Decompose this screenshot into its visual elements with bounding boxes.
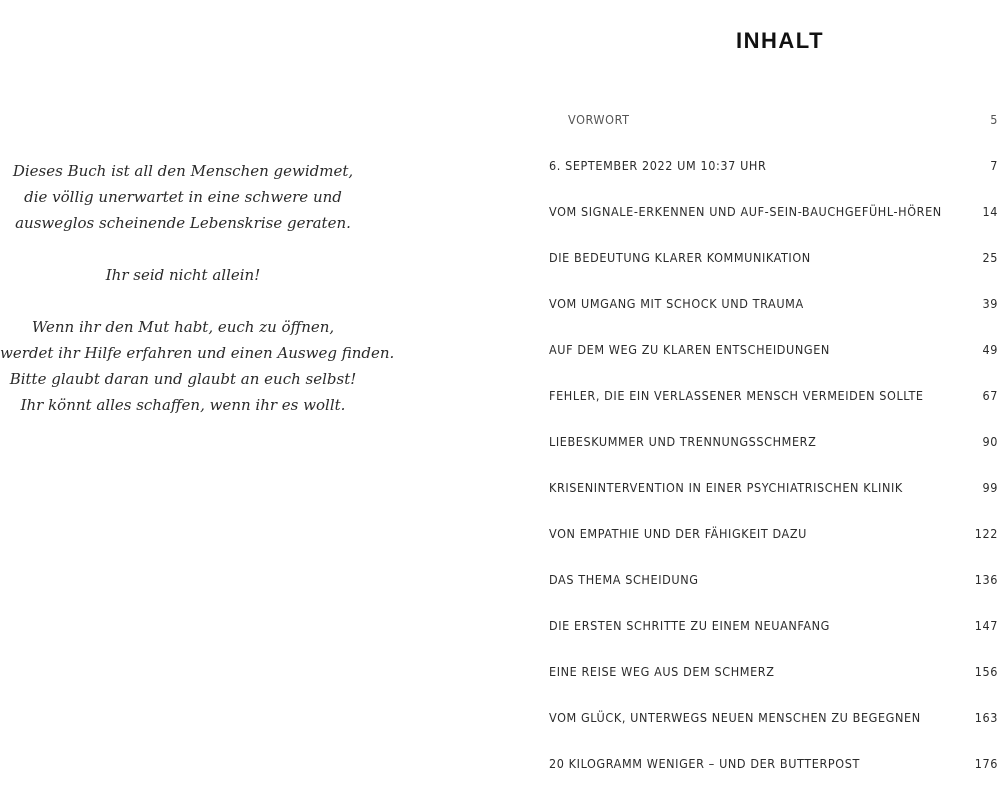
toc-entry-label: VOM UMGANG MIT SCHOCK UND TRAUMA <box>549 296 804 311</box>
dedication-line: Wenn ihr den Mut habt, euch zu öffnen, <box>31 318 335 336</box>
toc-entry-page: 49 <box>982 342 998 357</box>
toc-entry-label: DAS THEMA SCHEIDUNG <box>549 572 699 587</box>
dedication-line: Bitte glaubt daran und glaubt an euch selbst! <box>9 370 357 388</box>
toc-entry-page: 147 <box>974 618 998 633</box>
toc-entry-label: VORWORT <box>568 112 630 127</box>
dedication <box>0 158 395 418</box>
dedication-line: Dieses Buch ist all den Menschen gewidmet, <box>12 162 354 180</box>
toc-entry-page: 156 <box>974 664 998 679</box>
toc-entry-label: DIE BEDEUTUNG KLARER KOMMUNIKATION <box>549 250 811 265</box>
toc-entry-label: 20 KILOGRAMM WENIGER – UND DER BUTTERPOST <box>549 756 860 771</box>
toc-entry-label: AUF DEM WEG ZU KLAREN ENTSCHEIDUNGEN <box>549 342 830 357</box>
toc-entry[interactable] <box>549 568 1000 614</box>
dedication-line: die völlig unerwartet in eine schwere und <box>24 188 342 206</box>
dedication-line: werdet ihr Hilfe erfahren und einen Ausweg finden. <box>0 344 395 362</box>
toc-entry-label: LIEBESKUMMER UND TRENNUNGSSCHMERZ <box>549 434 817 449</box>
toc-entry-label: FEHLER, DIE EIN VERLASSENER MENSCH VERMEIDEN SOLLTE <box>549 388 924 403</box>
toc-entry[interactable] <box>549 384 1000 430</box>
dedication-paragraph <box>0 262 366 288</box>
toc-entry[interactable] <box>549 292 1000 338</box>
toc-entry-label: VOM SIGNALE-ERKENNEN UND AUF-SEIN-BAUCHGEFÜHL-HÖREN <box>549 204 942 219</box>
dedication-paragraph <box>0 314 395 418</box>
toc-entry[interactable] <box>549 752 1000 798</box>
toc-entry-page: 25 <box>982 250 998 265</box>
toc-entry-label: DIE ERSTEN SCHRITTE ZU EINEM NEUANFANG <box>549 618 830 633</box>
toc-entry[interactable] <box>549 338 1000 384</box>
toc-entry[interactable] <box>549 522 1000 568</box>
toc-entry-page: 7 <box>990 158 998 173</box>
toc-entry-page: 5 <box>990 112 998 127</box>
toc-entry-page: 39 <box>982 296 998 311</box>
toc-entry[interactable] <box>549 430 1000 476</box>
dedication-line: ausweglos scheinende Lebenskrise geraten. <box>15 214 351 232</box>
toc-entry[interactable] <box>549 108 1000 154</box>
toc-entry[interactable] <box>549 706 1000 752</box>
toc-title: INHALT <box>736 28 825 53</box>
dedication-paragraph <box>0 158 366 236</box>
toc-entry[interactable] <box>549 614 1000 660</box>
toc-entry-page: 136 <box>974 572 998 587</box>
dedication-line: Ihr könnt alles schaffen, wenn ihr es wollt. <box>20 396 346 414</box>
toc-entry-page: 90 <box>982 434 998 449</box>
toc-entry-page: 122 <box>974 526 998 541</box>
toc-entry-label: VON EMPATHIE UND DER FÄHIGKEIT DAZU <box>549 526 807 541</box>
toc-entry[interactable] <box>549 660 1000 706</box>
toc-entry-page: 176 <box>974 756 998 771</box>
toc-entry-page: 163 <box>974 710 998 725</box>
dedication-line: Ihr seid nicht allein! <box>105 266 261 284</box>
toc-entry-label: 6. SEPTEMBER 2022 UM 10:37 UHR <box>549 158 767 173</box>
toc-entry-page: 67 <box>982 388 998 403</box>
toc-entry-label: KRISENINTERVENTION IN EINER PSYCHIATRISCHEN KLINIK <box>549 480 903 495</box>
toc-entry[interactable] <box>549 246 1000 292</box>
toc-entry-label: EINE REISE WEG AUS DEM SCHMERZ <box>549 664 775 679</box>
toc-entry-page: 14 <box>982 204 998 219</box>
toc-entry-label: VOM GLÜCK, UNTERWEGS NEUEN MENSCHEN ZU BEGEGNEN <box>549 710 921 725</box>
toc-entry-page: 99 <box>982 480 998 495</box>
toc-entry[interactable] <box>549 200 1000 246</box>
toc-entry[interactable] <box>549 476 1000 522</box>
table-of-contents <box>549 108 1000 798</box>
toc-entry[interactable] <box>549 154 1000 200</box>
